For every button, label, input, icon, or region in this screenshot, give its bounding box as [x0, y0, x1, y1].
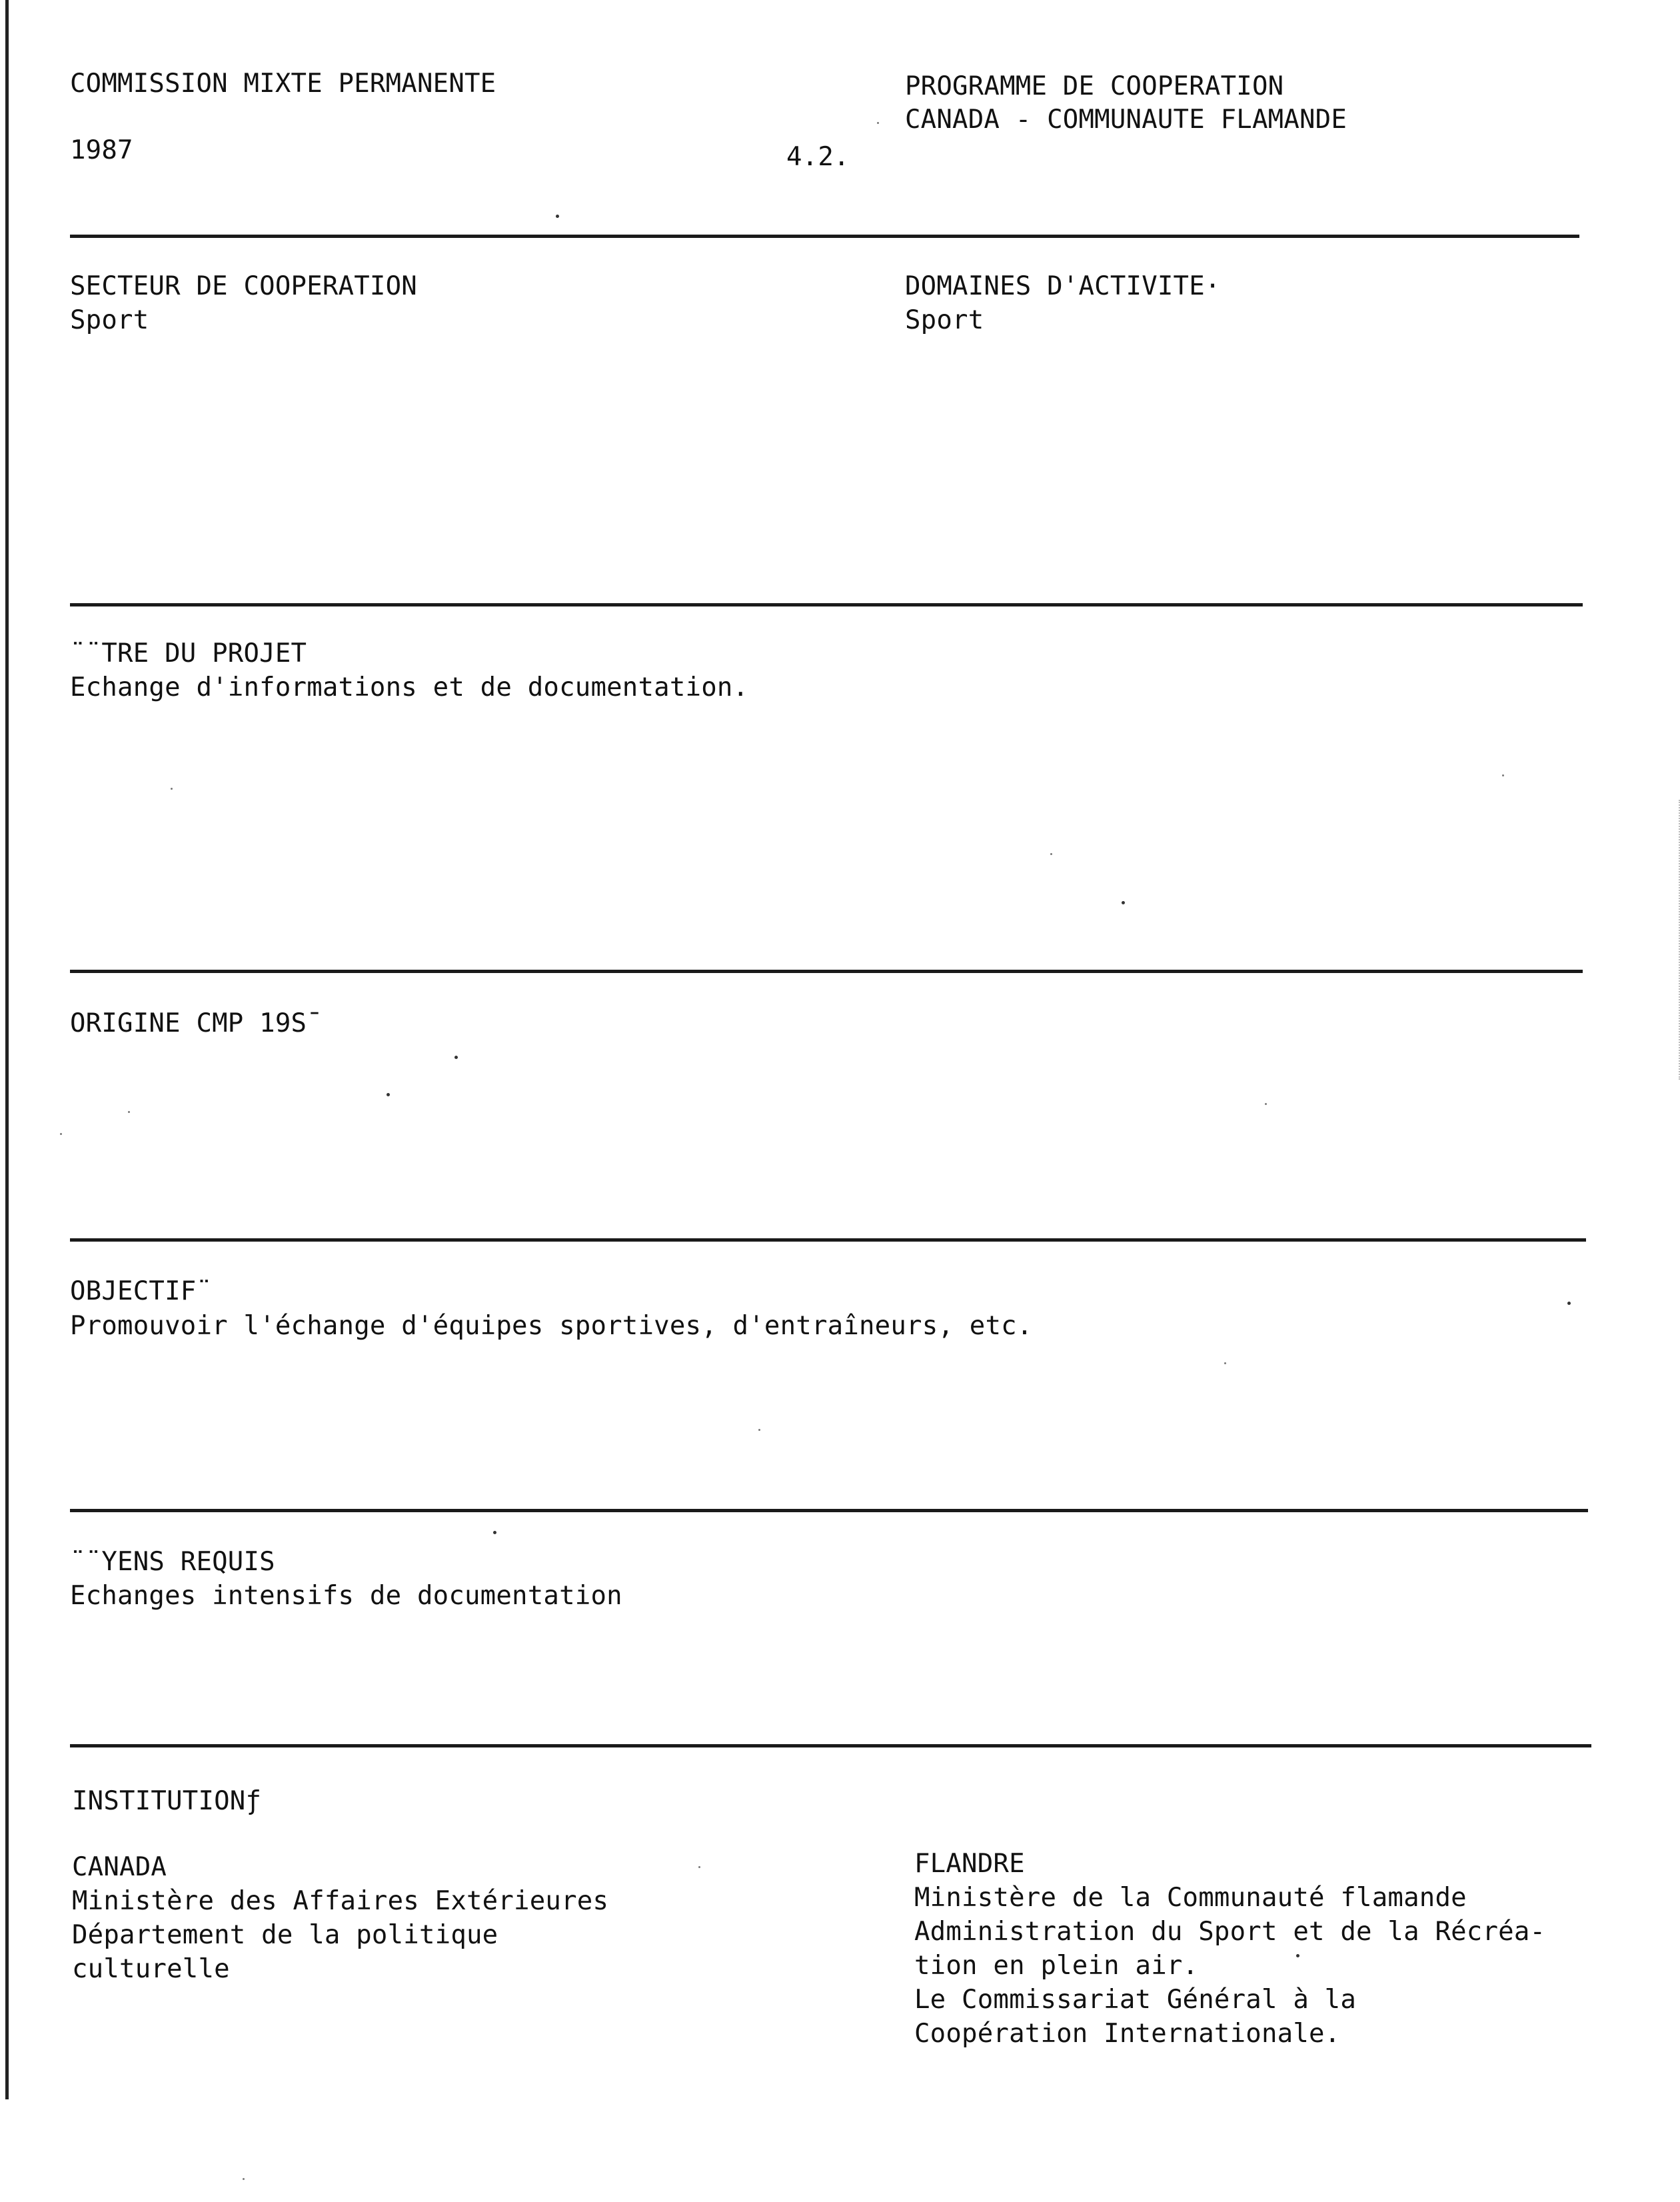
divider-3	[70, 970, 1583, 973]
institutions-label: INSTITUTIONƒ	[72, 1786, 262, 1816]
scan-speck	[243, 2178, 245, 2180]
flandre-line-2: Administration du Sport et de la Récréa-	[914, 1917, 1546, 1947]
canada-heading: CANADA	[72, 1852, 167, 1882]
scan-speck	[1296, 1954, 1299, 1957]
scan-speck	[128, 1111, 130, 1113]
domaines-label: DOMAINES D'ACTIVITE·	[905, 271, 1221, 301]
scan-speck	[1224, 1362, 1226, 1364]
domaines-value: Sport	[905, 305, 984, 335]
scan-speck	[454, 1056, 458, 1059]
scan-speck	[556, 215, 559, 218]
objectif-label: OBJECTIF¨	[70, 1276, 213, 1306]
flandre-line-4: Le Commissariat Général à la	[914, 1985, 1357, 2015]
canada-line-1: Ministère des Affaires Extérieures	[72, 1886, 609, 1916]
scan-speck	[387, 1093, 390, 1096]
page-left-edge	[5, 0, 9, 2099]
divider-2	[70, 603, 1583, 606]
section-number: 4.2.	[786, 142, 850, 172]
scan-speck	[1567, 1302, 1571, 1305]
flandre-line-1: Ministère de la Communauté flamande	[914, 1883, 1467, 1913]
secteur-value: Sport	[70, 305, 149, 335]
year-label: 1987	[70, 135, 133, 165]
secteur-label: SECTEUR DE COOPERATION	[70, 271, 417, 301]
titre-value: Echange d'informations et de documentation.	[70, 672, 749, 702]
scan-speck	[877, 122, 879, 124]
moyens-label: ¨¨YENS REQUIS	[70, 1547, 275, 1577]
commission-title: COMMISSION MIXTE PERMANENTE	[70, 69, 496, 99]
flandre-heading: FLANDRE	[914, 1849, 1025, 1879]
programme-title-line1: PROGRAMME DE COOPERATION	[905, 71, 1284, 101]
canada-line-2: Département de la politique	[72, 1920, 498, 1950]
divider-5	[70, 1509, 1588, 1512]
scan-speck	[60, 1133, 62, 1135]
scan-speck	[171, 788, 173, 790]
scan-speck	[493, 1531, 496, 1534]
scan-speck	[698, 1866, 700, 1868]
flandre-line-3: tion en plein air.	[914, 1951, 1199, 1981]
scan-speck	[1502, 774, 1504, 776]
titre-label: ¨¨TRE DU PROJET	[70, 638, 307, 668]
objectif-value: Promouvoir l'échange d'équipes sportives, d'entraîneurs, etc.	[70, 1311, 1033, 1341]
moyens-value: Echanges intensifs de documentation	[70, 1581, 622, 1611]
scan-speck	[1122, 901, 1125, 904]
scan-speck	[1265, 1103, 1267, 1105]
scan-speck	[758, 1429, 760, 1431]
scan-speck	[1050, 853, 1052, 855]
divider-1	[70, 235, 1579, 238]
flandre-line-5: Coopération Internationale.	[914, 2019, 1341, 2049]
scan-edge-artifact	[1677, 800, 1680, 1080]
divider-6	[70, 1744, 1591, 1747]
programme-title-line2: CANADA - COMMUNAUTE FLAMANDE	[905, 105, 1347, 135]
divider-4	[70, 1238, 1586, 1242]
canada-line-3: culturelle	[72, 1954, 230, 1984]
origine-label: ORIGINE CMP 19S¯	[70, 1008, 323, 1038]
